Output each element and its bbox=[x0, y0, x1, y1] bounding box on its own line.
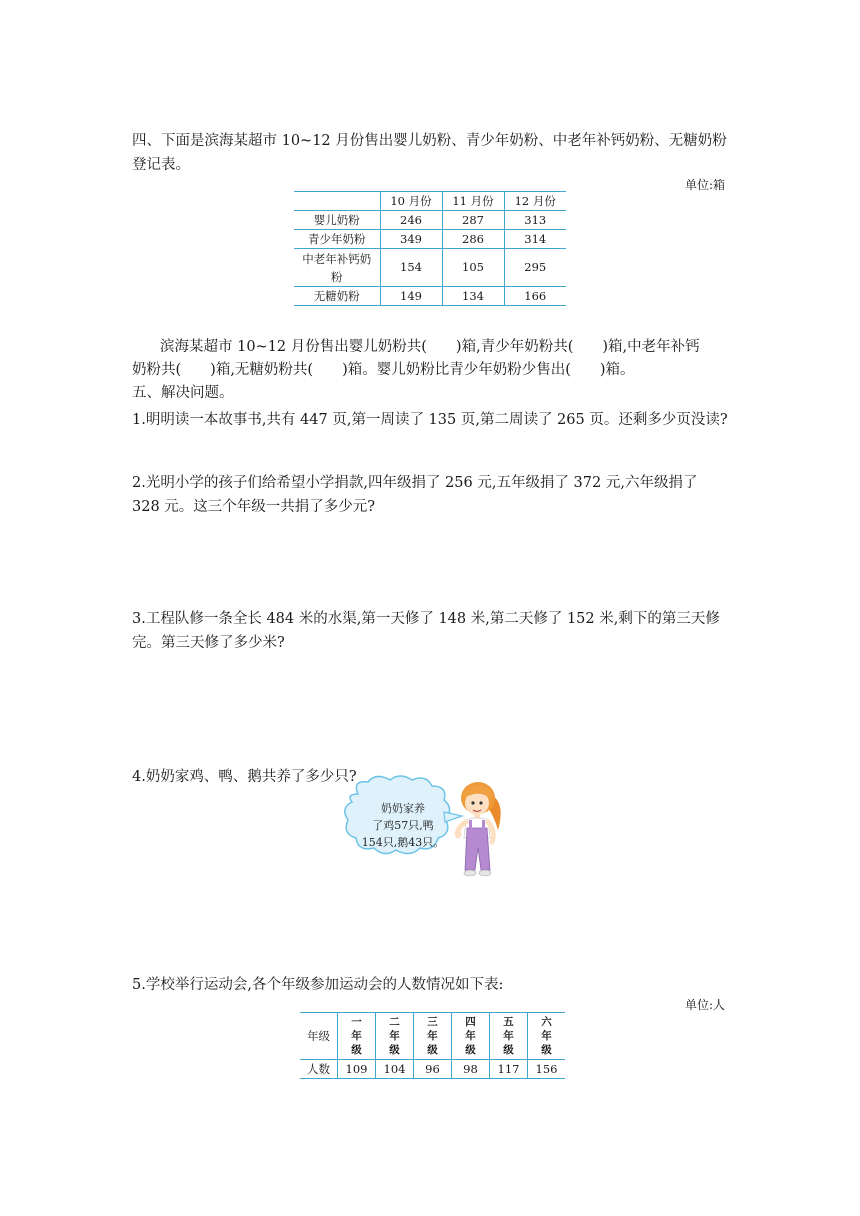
table-row bbox=[294, 230, 566, 249]
count-cell: 109 bbox=[338, 1060, 376, 1079]
section5-heading: 五、解决问题。 bbox=[132, 385, 234, 401]
row-label: 青少年奶粉 bbox=[294, 230, 380, 249]
grade-cell: 六 年 级 bbox=[528, 1013, 566, 1060]
grade-cell: 五 年 级 bbox=[490, 1013, 528, 1060]
bubble-line: 154只,鹅43只。 bbox=[361, 836, 445, 849]
row-label bbox=[294, 249, 380, 287]
count-cell: 156 bbox=[528, 1060, 566, 1079]
row-label: 人数 bbox=[300, 1060, 338, 1079]
table1-unit: 单位:箱 bbox=[685, 178, 726, 192]
question-4: 4.奶奶家鸡、鸭、鹅共养了多少只? bbox=[132, 769, 357, 785]
table-cell: 349 bbox=[380, 230, 442, 249]
row-label-line2: 粉 bbox=[331, 269, 343, 284]
table-header-cell: 11 月份 bbox=[442, 192, 504, 211]
table-header-cell: 10 月份 bbox=[380, 192, 442, 211]
table-cell: 246 bbox=[380, 211, 442, 230]
bubble-line: 了鸡57只,鸭 bbox=[372, 819, 434, 832]
sports-meet-table bbox=[300, 1012, 565, 1079]
row-label-line1: 中老年补钙奶 bbox=[302, 251, 372, 266]
milk-sales-table bbox=[294, 191, 566, 306]
table-row bbox=[294, 211, 566, 230]
question-3-line2: 完。第三天修了多少米? bbox=[132, 635, 285, 651]
table-header-cell bbox=[294, 192, 380, 211]
count-cell: 98 bbox=[452, 1060, 490, 1079]
question-5: 5.学校举行运动会,各个年级参加运动会的人数情况如下表: bbox=[132, 977, 504, 993]
table-cell: 154 bbox=[380, 249, 442, 287]
row-label: 婴儿奶粉 bbox=[294, 211, 380, 230]
section4-heading-line1: 四、下面是滨海某超市 10~12 月份售出婴儿奶粉、青少年奶粉、中老年补钙奶粉、无糖奶粉 bbox=[132, 133, 727, 149]
table-row bbox=[294, 249, 566, 287]
count-cell: 96 bbox=[414, 1060, 452, 1079]
table-header-cell: 12 月份 bbox=[504, 192, 566, 211]
table-cell: 314 bbox=[504, 230, 566, 249]
grade-cell: 三 年 级 bbox=[414, 1013, 452, 1060]
question-2-line1: 2.光明小学的孩子们给希望小学捐款,四年级捐了 256 元,五年级捐了 372 元,六年级捐了 bbox=[132, 475, 698, 491]
table-cell: 166 bbox=[504, 287, 566, 306]
girl-figure bbox=[455, 782, 501, 876]
table-cell: 149 bbox=[380, 287, 442, 306]
table-cell: 134 bbox=[442, 287, 504, 306]
row-label: 年级 bbox=[300, 1013, 338, 1060]
table-header-row bbox=[294, 192, 566, 211]
row-label: 无糖奶粉 bbox=[294, 287, 380, 306]
table-cell: 286 bbox=[442, 230, 504, 249]
question-3-line1: 3.工程队修一条全长 484 米的水渠,第一天修了 148 米,第二天修了 152 米,剩下的第三天修 bbox=[132, 611, 720, 627]
grade-row bbox=[300, 1013, 565, 1060]
table-cell: 313 bbox=[504, 211, 566, 230]
speech-bubble-text bbox=[352, 800, 454, 851]
table-cell: 105 bbox=[442, 249, 504, 287]
count-row bbox=[300, 1060, 565, 1079]
question-1: 1.明明读一本故事书,共有 447 页,第一周读了 135 页,第二周读了 265 页。还剩多少页没读? bbox=[132, 412, 728, 428]
grade-cell: 四 年 级 bbox=[452, 1013, 490, 1060]
bubble-line: 奶奶家养 bbox=[381, 802, 425, 815]
grade-cell: 一 年 级 bbox=[338, 1013, 376, 1060]
table-cell: 295 bbox=[504, 249, 566, 287]
fill-in-line2: 奶粉共( )箱,无糖奶粉共( )箱。婴儿奶粉比青少年奶粉少售出( )箱。 bbox=[132, 362, 635, 378]
table2-unit: 单位:人 bbox=[685, 998, 726, 1012]
fill-in-line1: 滨海某超市 10~12 月份售出婴儿奶粉共( )箱,青少年奶粉共( )箱,中老年补钙 bbox=[160, 339, 700, 355]
section4-heading-line2: 登记表。 bbox=[132, 157, 190, 173]
count-cell: 104 bbox=[376, 1060, 414, 1079]
table-row bbox=[294, 287, 566, 306]
grade-cell: 二 年 级 bbox=[376, 1013, 414, 1060]
table-cell: 287 bbox=[442, 211, 504, 230]
count-cell: 117 bbox=[490, 1060, 528, 1079]
question-2-line2: 328 元。这三个年级一共捐了多少元? bbox=[132, 499, 376, 515]
